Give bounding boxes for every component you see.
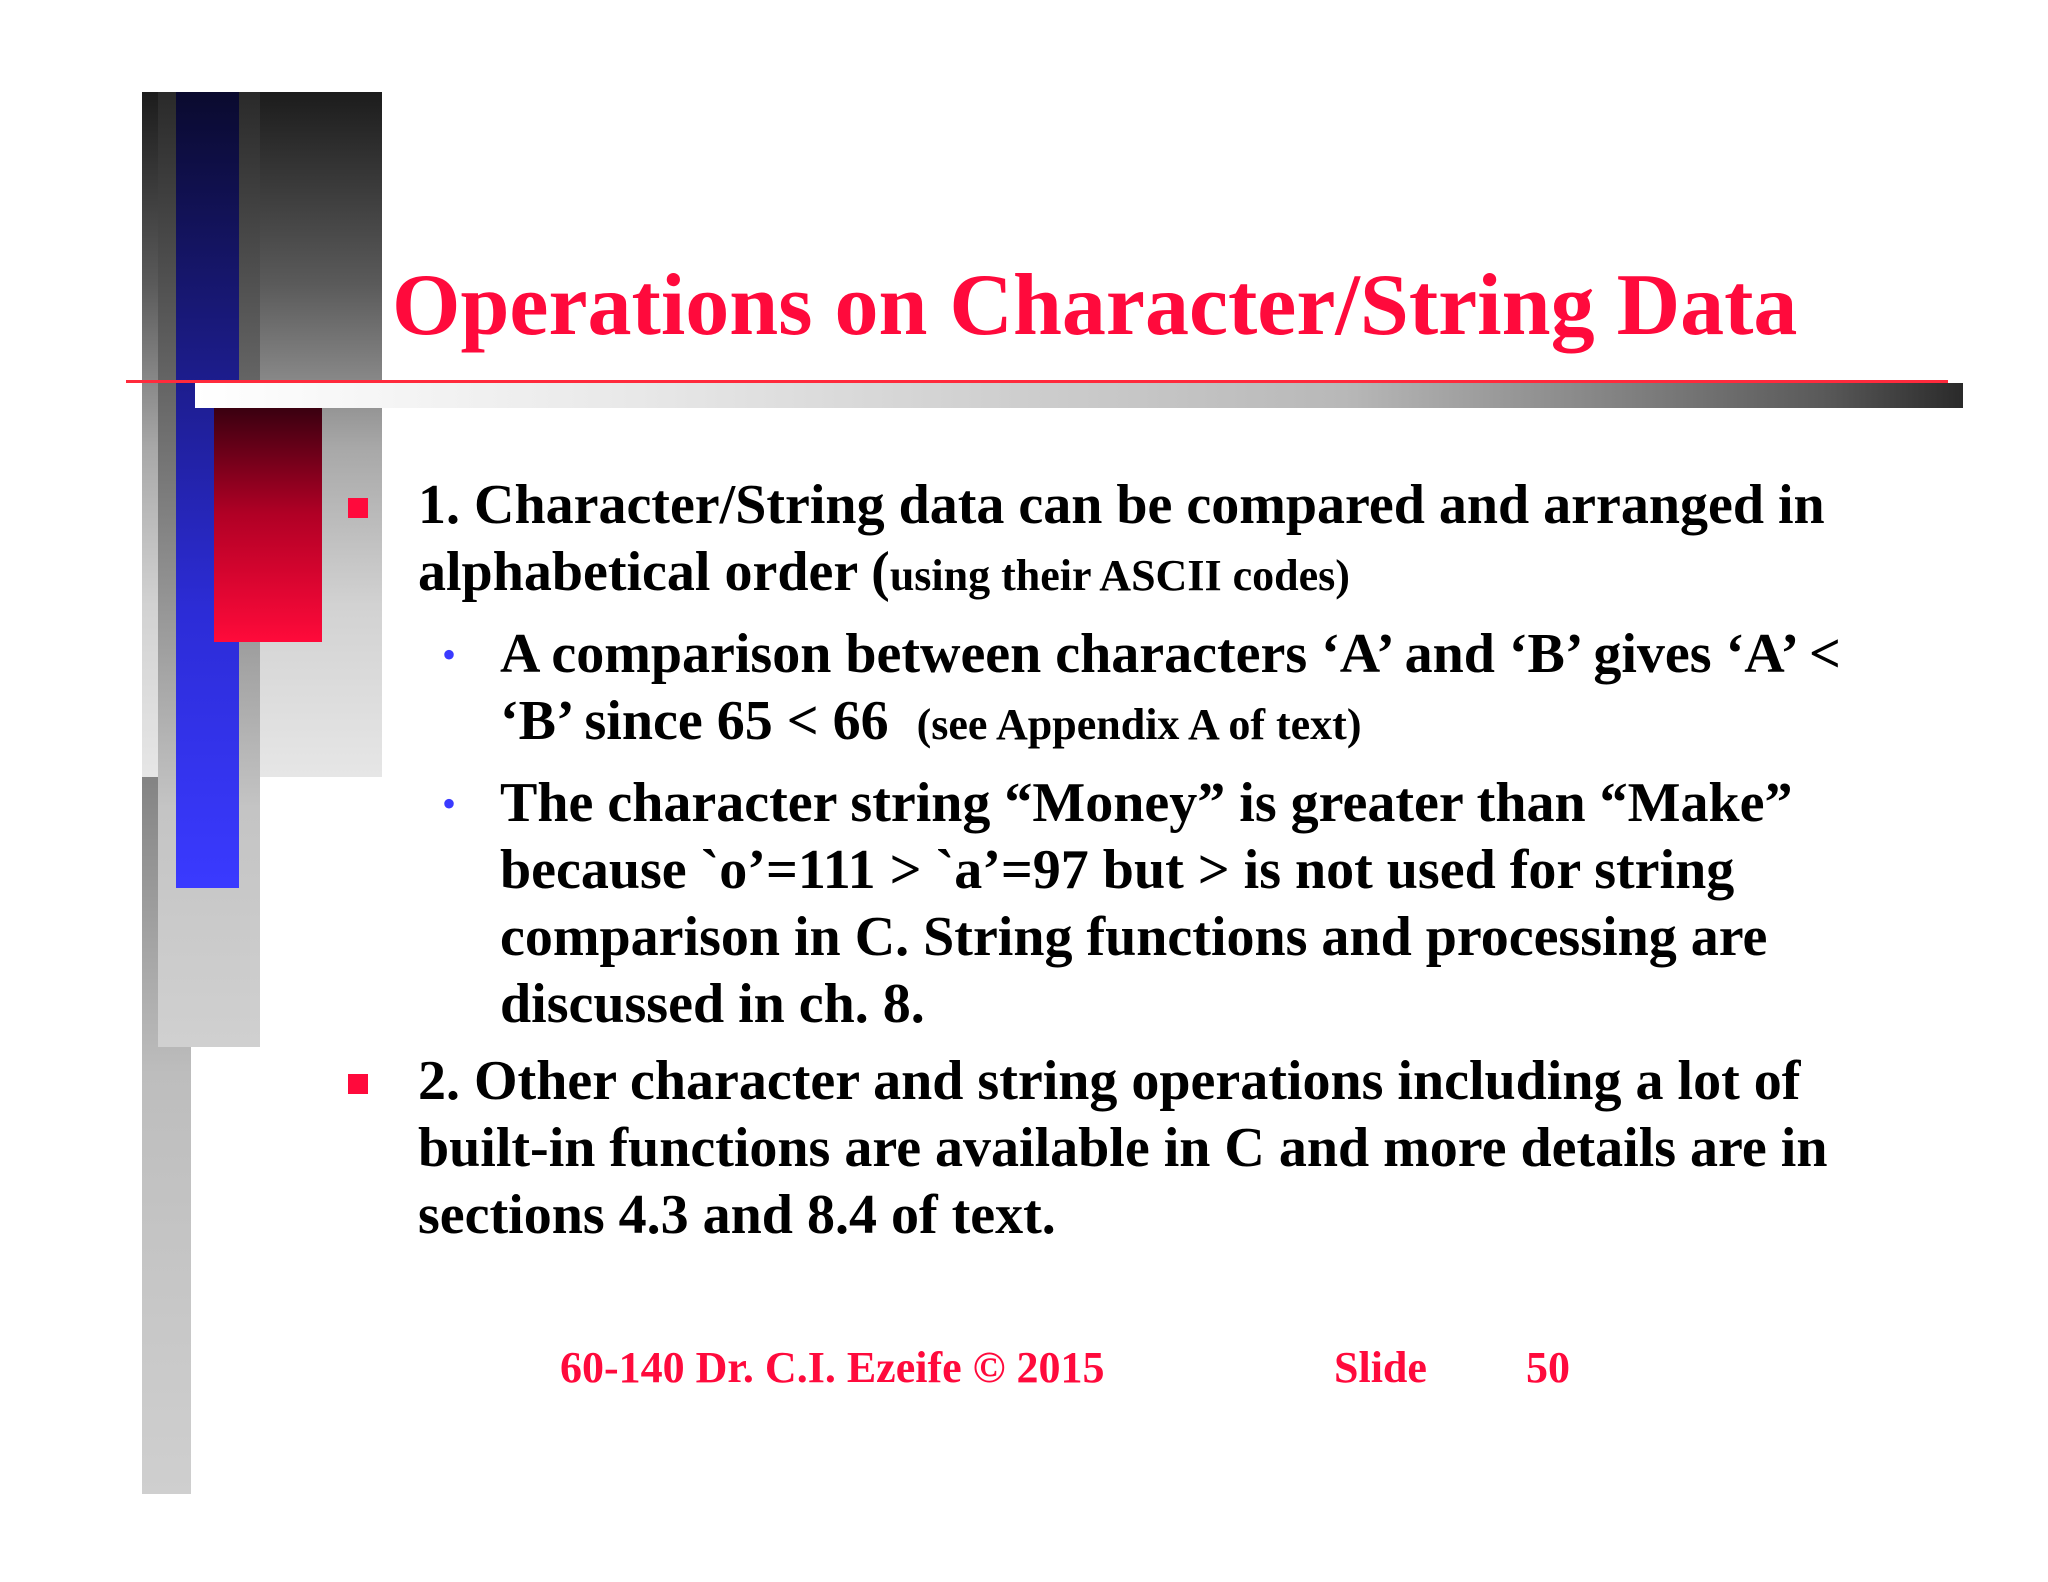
- bullet-1-small-text: using their ASCII codes): [889, 551, 1350, 600]
- title-rule: [126, 380, 1948, 383]
- bullet-1-text: 1. Character/String data can be compared and arranged in alphabetical order (: [418, 474, 1825, 603]
- sub-bullet-1-text: A comparison between characters ‘A’ and ‘B’ gives ‘A’ < ‘B’ since 65 < 66: [500, 623, 1841, 752]
- slide-title: Operations on Character/String Data: [392, 257, 1798, 354]
- blue-dot-bullet-icon: •: [442, 781, 457, 826]
- sub-bullet-1-small-text: (see Appendix A of text): [916, 700, 1362, 749]
- red-square-bullet-icon: [348, 1074, 368, 1094]
- sub-bullet-2-text: The character string “Money” is greater than “Make” because `o’=111 > `a’=97 but > is not used for string comparison in C. String functions and processing are discussed in ch. 8.: [500, 772, 1793, 1035]
- bullet-item-1: [340, 472, 1920, 1038]
- title-rule-shadow: [195, 383, 1963, 408]
- sub-bullet-2: [340, 770, 1920, 1038]
- slide-body: [340, 472, 1920, 1259]
- footer-slide-number: 50: [1526, 1343, 1570, 1392]
- bullet-2-text: 2. Other character and string operations including a lot of built-in functions are available in C and more details are in sections 4.3 and 8.4 of text.: [418, 1050, 1828, 1246]
- footer-course-info: 60-140 Dr. C.I. Ezeife © 2015: [560, 1343, 1105, 1392]
- footer-slide-label: Slide: [1334, 1343, 1427, 1392]
- decorative-red-block: [214, 408, 322, 642]
- blue-dot-bullet-icon: •: [442, 632, 457, 677]
- red-square-bullet-icon: [348, 498, 368, 518]
- bullet-item-2: [340, 1048, 1920, 1249]
- sub-bullet-1: [340, 621, 1920, 758]
